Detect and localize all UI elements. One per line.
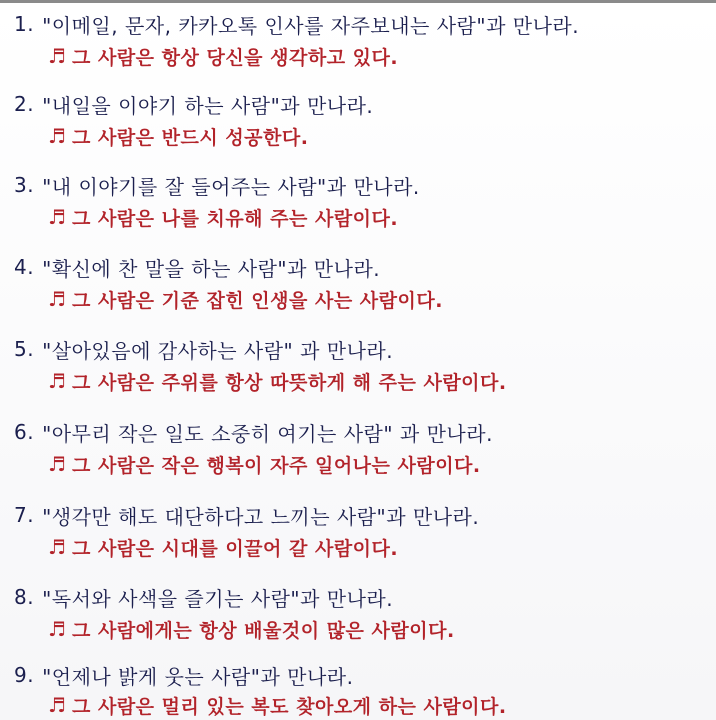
item-number: 7. <box>14 503 35 527</box>
item-subtext <box>48 202 398 232</box>
item-number: 3. <box>14 173 35 197</box>
item-sub-text: 그 사람은 작은 행복이 자주 일어나는 사람이다. <box>72 454 481 477</box>
item-text: "생각만 해도 대단하다고 느끼는 사람"과 만나라. <box>42 504 480 529</box>
item-number: 9. <box>14 663 35 687</box>
music-note-icon: ♬ <box>48 617 67 641</box>
item-text: "이메일, 문자, 카카오톡 인사를 자주보내는 사람"과 만나라. <box>42 13 580 38</box>
item-sub-text: 그 사람에게는 항상 배울것이 많은 사람이다. <box>72 619 455 642</box>
item-heading <box>14 252 380 282</box>
item-subtext <box>48 41 398 71</box>
item-text: "독서와 사색을 즐기는 사람"과 만나라. <box>42 586 394 611</box>
music-note-icon: ♬ <box>48 205 67 229</box>
item-text: "아무리 작은 일도 소중히 여기는 사람" 과 만나라. <box>42 421 493 446</box>
item-heading <box>14 89 373 119</box>
item-text: "내 이야기를 잘 들어주는 사람"과 만나라. <box>42 174 420 199</box>
item-sub-text: 그 사람은 나를 치유해 주는 사람이다. <box>72 207 399 230</box>
music-note-icon: ♬ <box>48 369 67 393</box>
item-subtext <box>48 366 507 396</box>
item-heading <box>14 417 493 447</box>
item-subtext <box>48 449 481 479</box>
item-subtext <box>48 690 507 720</box>
music-note-icon: ♬ <box>48 287 67 311</box>
item-text: "확신에 찬 말을 하는 사람"과 만나라. <box>42 256 381 281</box>
music-note-icon: ♬ <box>48 535 67 559</box>
item-text: "살아있음에 감사하는 사람" 과 만나라. <box>42 338 394 363</box>
item-heading <box>14 660 353 690</box>
item-sub-text: 그 사람은 멀리 있는 복도 찾아오게 하는 사람이다. <box>72 695 507 718</box>
item-subtext <box>48 284 443 314</box>
item-sub-text: 그 사람은 시대를 이끌어 갈 사람이다. <box>72 537 399 560</box>
item-subtext <box>48 614 455 644</box>
music-note-icon: ♬ <box>48 44 67 68</box>
item-heading <box>14 582 393 612</box>
item-heading <box>14 500 479 530</box>
item-heading <box>14 334 393 364</box>
item-sub-text: 그 사람은 기준 잡힌 인생을 사는 사람이다. <box>72 289 443 312</box>
item-text: "언제나 밝게 웃는 사람"과 만나라. <box>42 664 354 689</box>
item-heading <box>14 9 579 39</box>
item-sub-text: 그 사람은 반드시 성공한다. <box>72 126 309 149</box>
item-number: 5. <box>14 337 35 361</box>
item-number: 8. <box>14 585 35 609</box>
music-note-icon: ♬ <box>48 693 67 717</box>
item-number: 1. <box>14 12 35 36</box>
item-heading <box>14 170 420 200</box>
item-text: "내일을 이야기 하는 사람"과 만나라. <box>42 93 374 118</box>
item-sub-text: 그 사람은 주위를 항상 따뜻하게 해 주는 사람이다. <box>72 371 507 394</box>
music-note-icon: ♬ <box>48 452 67 476</box>
item-subtext <box>48 121 308 151</box>
music-note-icon: ♬ <box>48 124 67 148</box>
item-sub-text: 그 사람은 항상 당신을 생각하고 있다. <box>72 46 399 69</box>
item-number: 4. <box>14 255 35 279</box>
item-subtext <box>48 532 398 562</box>
item-number: 2. <box>14 92 35 116</box>
item-number: 6. <box>14 420 35 444</box>
